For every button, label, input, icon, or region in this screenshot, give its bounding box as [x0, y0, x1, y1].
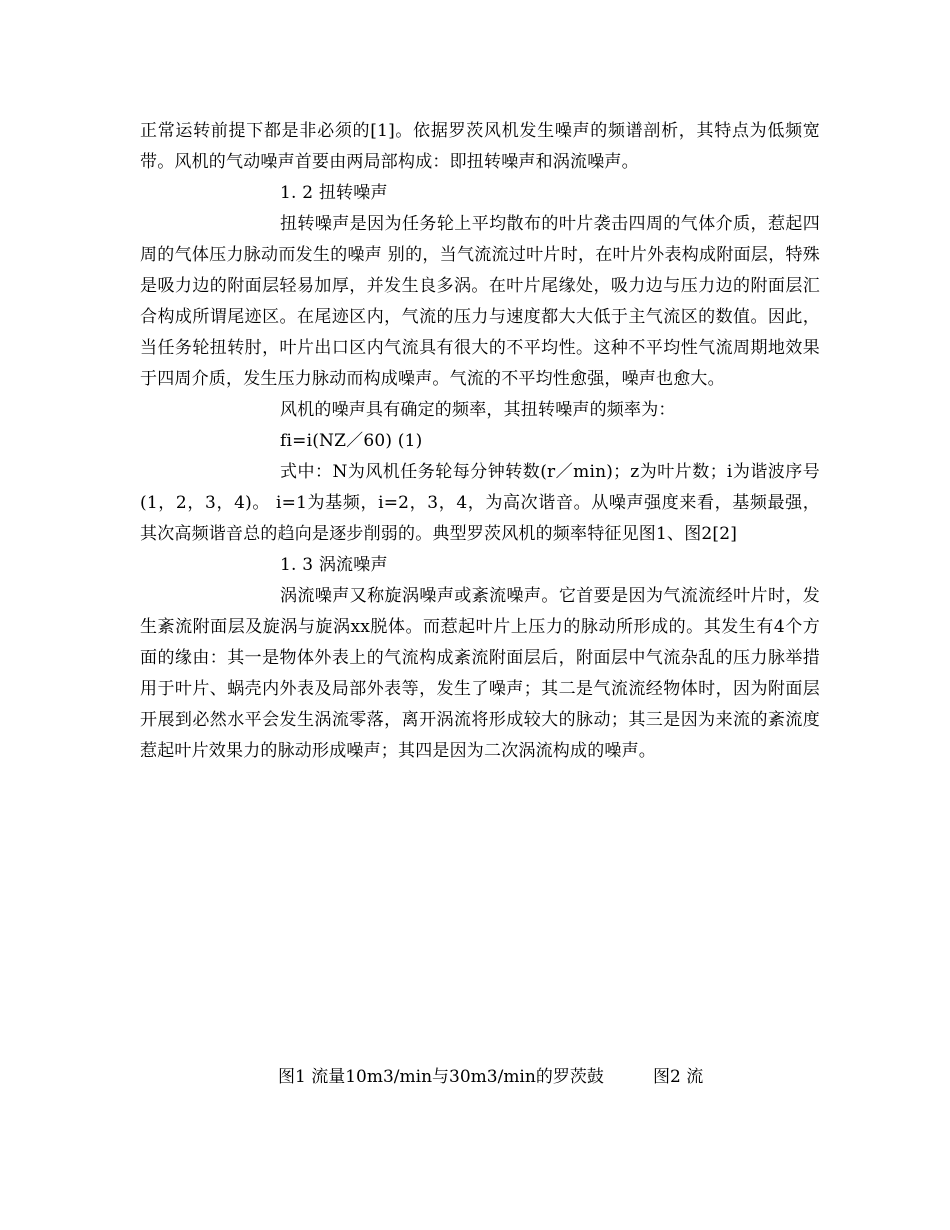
- paragraph-frequency-intro: 风机的噪声具有确定的频率，其扭转噪声的频率为：: [280, 400, 676, 420]
- paragraph-rotation-noise: 扭转噪声是因为任务轮上平均散布的叶片袭击四周的气体介质，惹起四周的气体压力脉动而发生的噪声 别的，当气流流过叶片时，在叶片外表构成附面层，特殊是吸力边的附面层轻易加厚，并发生良多涡。在叶片尾缘处，吸力边与压力边的附面层汇合构成所谓尾迹区。在尾迹区内，气流的压力与速度都大大低于主气流区的数值。因此，当任务轮扭转肘，叶片出口区内气流具有很大的不平均性。这种不平均性气流周期地效果于四周介质，发生压力脉动而构成噪声。气流的不平均性愈强，噪声也愈大。: [140, 214, 820, 389]
- figure-1-caption: 图1 流量10m3/min与30m3/min的罗茨鼓: [278, 1067, 604, 1087]
- document-body: [140, 116, 820, 767]
- figure-2-caption: 图2 流: [653, 1067, 704, 1087]
- section-heading-1-2: 1. 2 扭转噪声: [280, 183, 388, 203]
- paragraph-formula-explanation: 式中：N为风机任务轮每分钟转数(r／min)；z为叶片数；i为谐波序号(1，2，3，4)。 i=1为基频，i=2，3，4，为高次谐音。从噪声强度来看，基频最强，其次高频谐音总的趋向是逐步削弱的。典型罗茨风机的频率特征见图1、图2[2]: [140, 462, 820, 544]
- section-heading-1-3: 1. 3 涡流噪声: [280, 555, 388, 575]
- paragraph-vortex-noise: 涡流噪声又称旋涡噪声或紊流噪声。它首要是因为气流流经叶片时，发生紊流附面层及旋涡与旋涡xx脱体。而惹起叶片上压力的脉动所形成的。其发生有4个方面的缘由：其一是物体外表上的气流构成紊流附面层后，附面层中气流杂乱的压力脉举措用于叶片、蜗壳内外表及局部外表等，发生了噪声；其二是气流流经物体时，因为附面层开展到必然水平会发生涡流零落，离开涡流将形成较大的脉动；其三是因为来流的紊流度惹起叶片效果力的脉动形成噪声；其四是因为二次涡流构成的噪声。: [140, 586, 820, 761]
- formula-line: fi=i(NZ／60) (1): [280, 431, 423, 451]
- paragraph-intro: 正常运转前提下都是非必须的[1]。依据罗茨风机发生噪声的频谱剖析，其特点为低频宽带。风机的气动噪声首要由两局部构成：即扭转噪声和涡流噪声。: [140, 121, 820, 172]
